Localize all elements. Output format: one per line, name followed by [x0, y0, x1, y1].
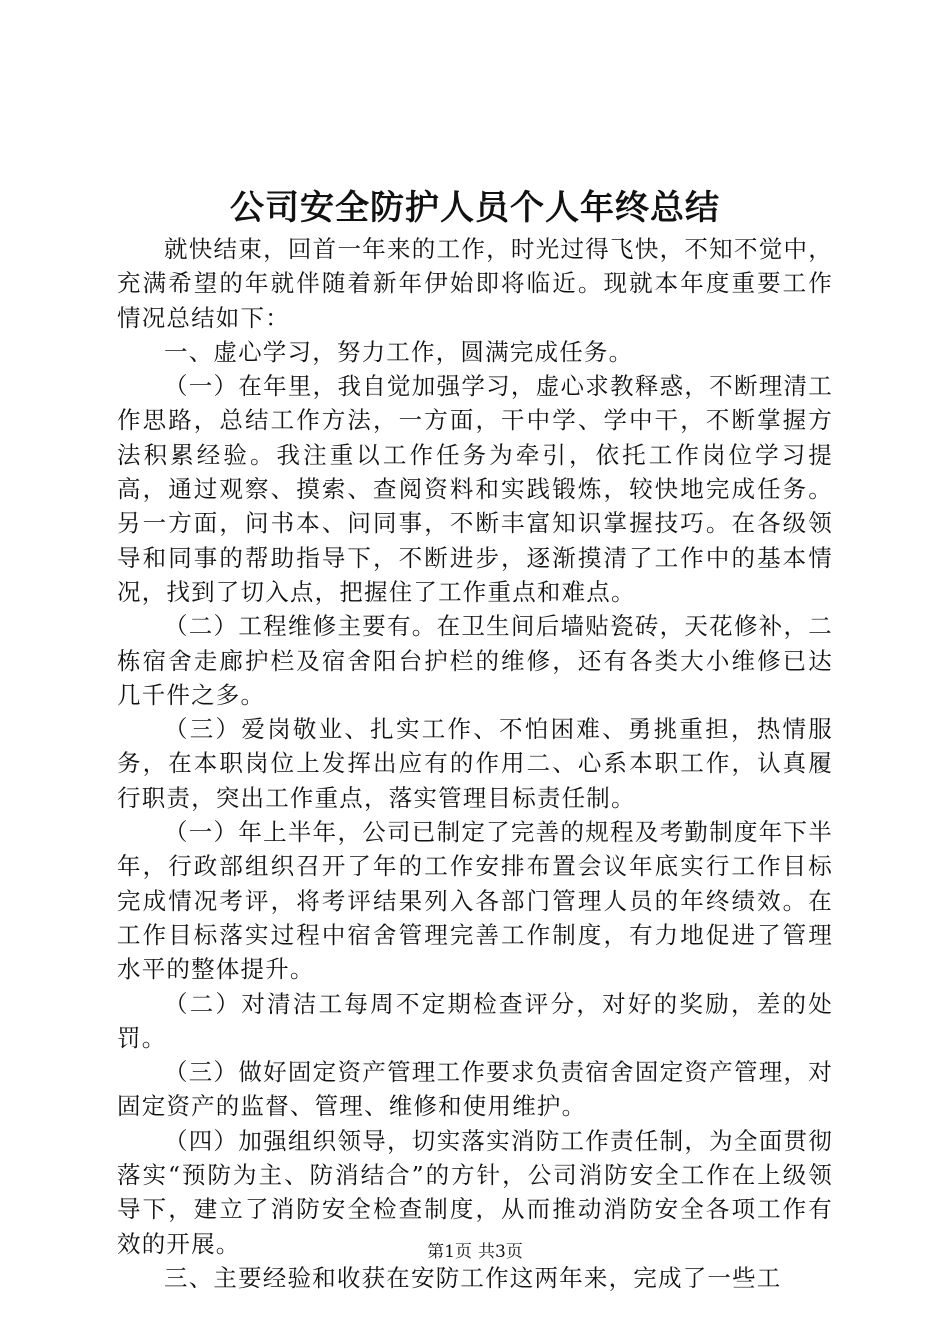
page-footer	[0, 1240, 950, 1264]
paragraph-2-3: （三）做好固定资产管理工作要求负责宿舍固定资产管理，对固定资产的监督、管理、维修和使用维护。	[117, 1058, 833, 1121]
page-total: 共3页	[478, 1242, 523, 1262]
paragraph-1-3: （三）爱岗敬业、扎实工作、不怕困难、勇挑重担，热情服务，在本职岗位上发挥出应有的作用二、心系本职工作，认真履行职责，突出工作重点，落实管理目标责任制。	[117, 715, 833, 812]
page-number: 第1页	[427, 1242, 472, 1262]
document-body	[117, 232, 833, 1295]
paragraph-intro: 就快结束，回首一年来的工作，时光过得飞快，不知不觉中，充满希望的年就伴随着新年伊始即将临近。现就本年度重要工作情况总结如下：	[117, 235, 833, 332]
section-heading-1: 一、虚心学习，努力工作，圆满完成任务。	[164, 337, 634, 366]
paragraph-1-1: （一）在年里，我自觉加强学习，虚心求教释惑，不断理清工作思路，总结工作方法，一方面，干中学、学中干，不断掌握方法积累经验。我注重以工作任务为牵引，依托工作岗位学习提高，通过观察、摸索、查阅资料和实践锻炼，较快地完成任务。另一方面，问书本、问同事，不断丰富知识掌握技巧。在各级领导和同事的帮助指导下，不断进步，逐渐摸清了工作中的基本情况，找到了切入点，把握住了工作重点和难点。	[117, 372, 833, 606]
section-heading-3: 三、主要经验和收获在安防工作这两年来，完成了一些工	[164, 1263, 782, 1292]
paragraph-2-2: （二）对清洁工每周不定期检查评分，对好的奖励，差的处罚。	[117, 989, 833, 1052]
paragraph-2-4: （四）加强组织领导，切实落实消防工作责任制，为全面贯彻落实“预防为主、防消结合”的方针，公司消防安全工作在上级领导下，建立了消防安全检查制度，从而推动消防安全各项工作有效的开展。	[117, 1126, 833, 1258]
paragraph-2-1: （一）年上半年，公司已制定了完善的规程及考勤制度年下半年，行政部组织召开了年的工作安排布置会议年底实行工作目标完成情况考评，将考评结果列入各部门管理人员的年终绩效。在工作目标落实过程中宿舍管理完善工作制度，有力地促进了管理水平的整体提升。	[117, 818, 833, 984]
paragraph-1-2: （二）工程维修主要有。在卫生间后墙贴瓷砖，天花修补，二栋宿舍走廊护栏及宿舍阳台护栏的维修，还有各类大小维修已达几千件之多。	[117, 612, 833, 709]
document-title: 公司安全防护人员个人年终总结	[230, 188, 720, 228]
